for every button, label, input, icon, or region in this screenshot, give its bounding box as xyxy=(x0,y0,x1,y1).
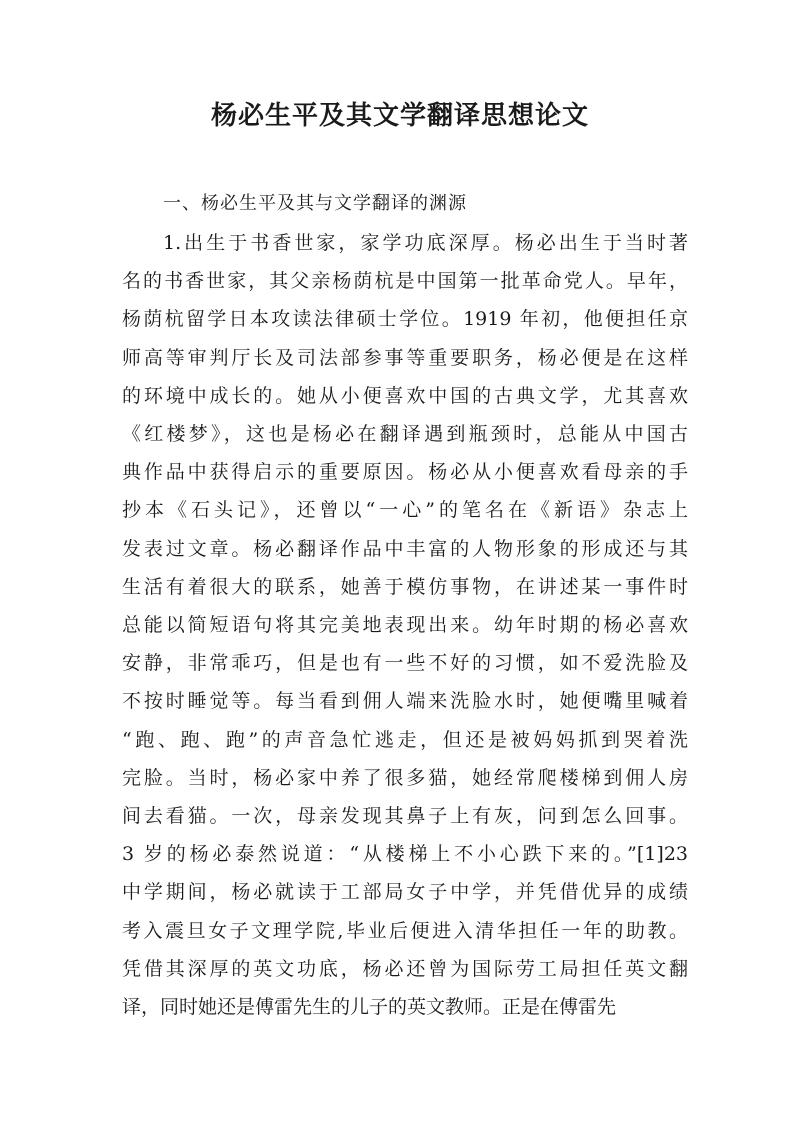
body-line: 的环境中成长的。她从小便喜欢中国的古典文学，尤其喜欢 xyxy=(122,384,688,407)
page-title: 杨必生平及其文学翻译思想论文 xyxy=(210,101,589,131)
section-heading: 一、杨必生平及其与文学翻译的渊源 xyxy=(163,193,467,214)
body-line: 1.出生于书香世家，家学功底深厚。杨必出生于当时著 xyxy=(163,232,688,254)
body-line: 《红楼梦》，这也是杨必在翻译遇到瓶颈时，总能从中国古 xyxy=(122,423,688,445)
body-line: 发表过文章。杨必翻译作品中丰富的人物形象的形成还与其 xyxy=(122,537,688,560)
body-line: 名的书香世家，其父亲杨荫杭是中国第一批革命党人。早年， xyxy=(122,270,688,293)
body-line: 师高等审判厅长及司法部参事等重要职务，杨必便是在这样 xyxy=(122,346,688,369)
body-line: 间去看猫。一次，母亲发现其鼻子上有灰，问到怎么回事。 xyxy=(122,805,688,827)
body-line: 典作品中获得启示的重要原因。杨必从小便喜欢看母亲的手 xyxy=(122,461,688,484)
body-line: 杨荫杭留学日本攻读法律硕士学位。1919 年初，他便担任京 xyxy=(122,308,688,331)
body-line: 生活有着很大的联系，她善于模仿事物，在讲述某一事件时 xyxy=(122,575,688,598)
body-line: 3 岁的杨必泰然说道：“从楼梯上不小心跌下来的。”[1]23 xyxy=(122,843,688,866)
body-line: 中学期间，杨必就读于工部局女子中学，并凭借优异的成绩 xyxy=(122,881,688,904)
body-line: 完脸。当时，杨必家中养了很多猫，她经常爬楼梯到佣人房 xyxy=(122,766,688,789)
body-line: 总能以简短语句将其完美地表现出来。幼年时期的杨必喜欢 xyxy=(122,614,688,636)
body-line: 安静，非常乖巧，但是也有一些不好的习惯，如不爱洗脸及 xyxy=(122,652,688,675)
body-line: 译，同时她还是傅雷先生的儿子的英文教师。正是在傅雷先 xyxy=(122,996,617,1018)
body-line: 不按时睡觉等。每当看到佣人端来洗脸水时，她便嘴里喊着 xyxy=(122,690,688,713)
body-line: 考入震旦女子文理学院,毕业后便进入清华担任一年的助教。 xyxy=(122,919,688,942)
body-line: 凭借其深厚的英文功底，杨必还曾为国际劳工局担任英文翻 xyxy=(122,957,688,980)
body-line: “跑、跑、跑”的声音急忙逃走，但还是被妈妈抓到哭着洗 xyxy=(122,728,688,751)
body-line: 抄本《石头记》，还曾以“一心”的笔名在《新语》杂志上 xyxy=(122,499,688,522)
